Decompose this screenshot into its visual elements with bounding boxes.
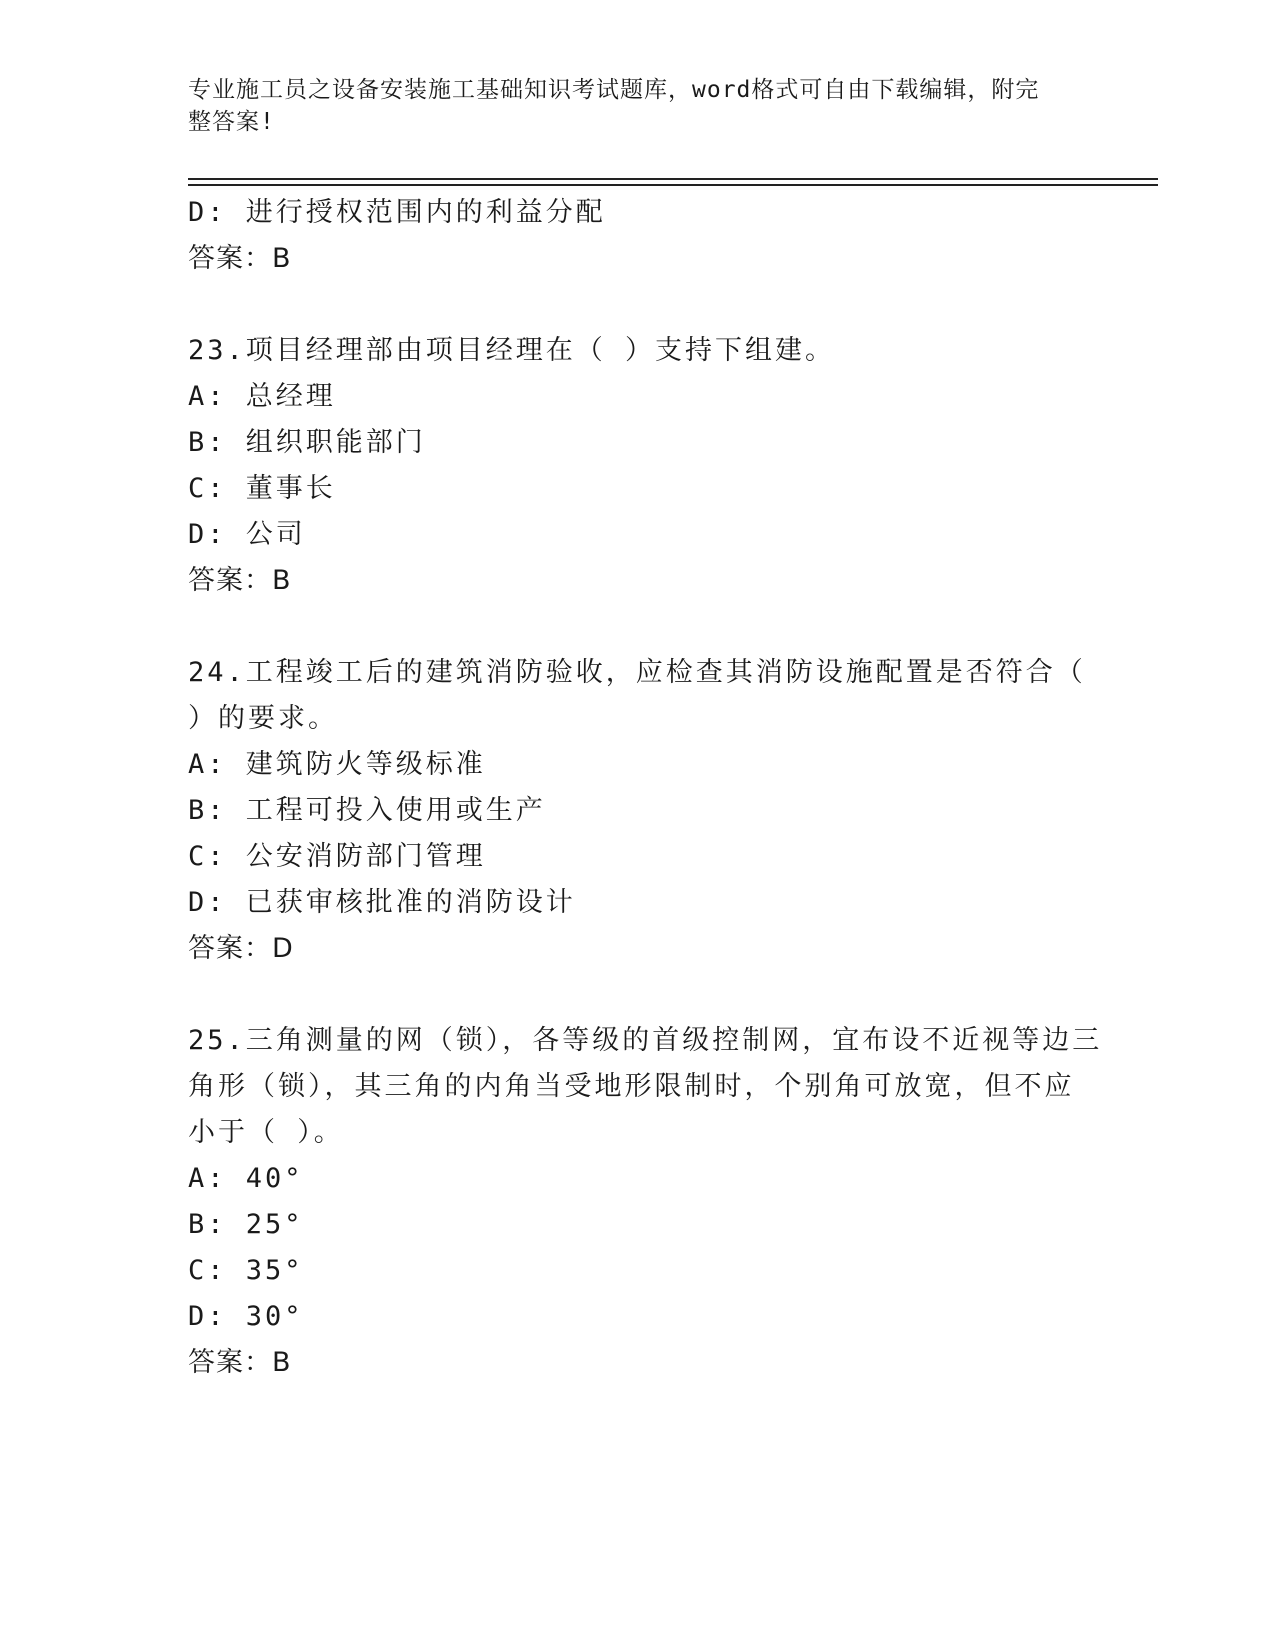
answer: 答案：B [188,565,292,596]
option-d: D: 公司 [188,519,306,550]
header-divider-bottom [188,184,1158,186]
option-c: C: 35° [188,1255,304,1286]
question-stem: 25.三角测量的网（锁），各等级的首级控制网，宜布设不近视等边三 [188,1025,1103,1056]
header-title-line2: 整答案! [188,109,275,135]
question-stem: ）的要求。 [188,703,338,734]
option-d: D: 30° [188,1301,304,1332]
option-a: A: 总经理 [188,381,336,412]
question-stem: 24.工程竣工后的建筑消防验收，应检查其消防设施配置是否符合（ [188,657,1086,688]
document-body [188,190,1103,1386]
question-25 [188,1018,1103,1386]
option-b: B: 组织职能部门 [188,427,426,458]
option-c: C: 董事长 [188,473,336,504]
question-23 [188,328,1088,604]
header-divider-top [188,178,1158,180]
question-stem: 23.项目经理部由项目经理在（ ）支持下组建。 [188,335,836,366]
option-b: B: 工程可投入使用或生产 [188,795,546,826]
answer: 答案：D [188,933,294,964]
option-d: D: 进行授权范围内的利益分配 [188,197,606,228]
question-24 [188,650,1088,972]
header-title-line1: 专业施工员之设备安装施工基础知识考试题库，word格式可自由下载编辑，附完 [188,77,1040,103]
option-a: A: 建筑防火等级标准 [188,749,486,780]
question-stem: 小于（ ）。 [188,1117,344,1148]
option-b: B: 25° [188,1209,304,1240]
answer: 答案：B [188,1347,292,1378]
option-a: A: 40° [188,1163,304,1194]
option-c: C: 公安消防部门管理 [188,841,486,872]
answer: 答案：B [188,243,292,274]
question-stem: 角形（锁），其三角的内角当受地形限制时，个别角可放宽，但不应 [188,1071,1075,1102]
option-d: D: 已获审核批准的消防设计 [188,887,576,918]
document-header [188,74,1088,138]
